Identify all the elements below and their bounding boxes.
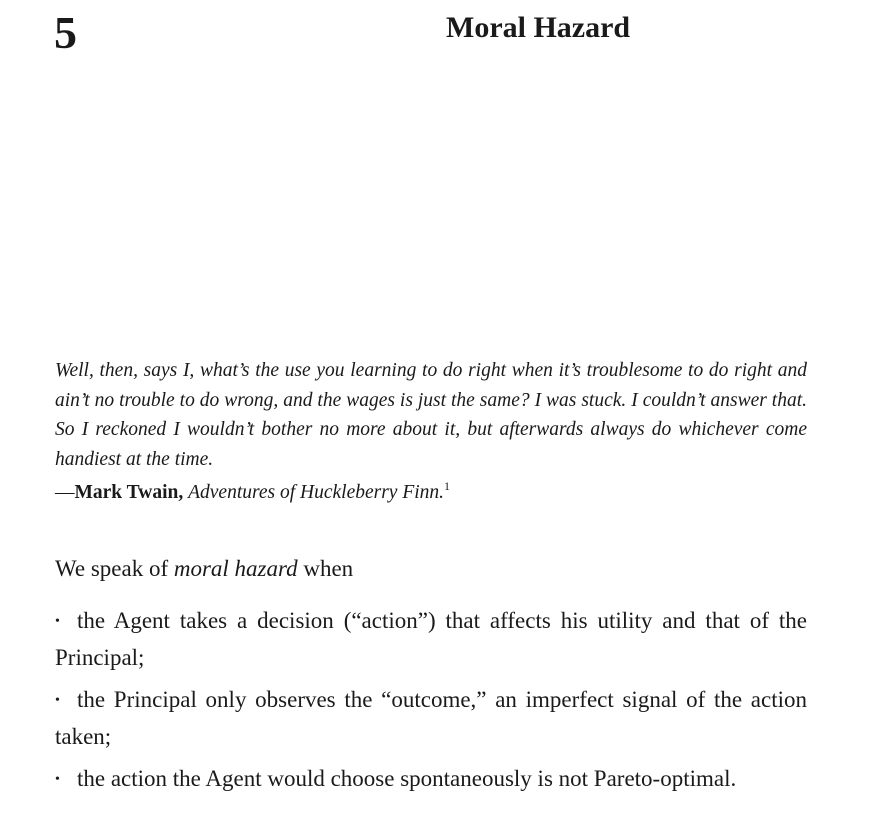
intro-paragraph <box>55 551 807 587</box>
chapter-number: 5 <box>54 7 77 58</box>
bullet-marker: • <box>55 772 60 787</box>
bullet-item <box>55 761 807 798</box>
epigraph <box>55 356 807 507</box>
attribution-author: Mark Twain, <box>74 482 184 503</box>
bullet-item <box>55 682 807 755</box>
bullet-text: the action the Agent would choose spontaneously is not Pareto-optimal. <box>77 766 737 791</box>
bullet-marker: • <box>55 614 60 629</box>
intro-emphasis: moral hazard <box>173 556 298 581</box>
footnote-marker: 1 <box>444 479 451 493</box>
epigraph-attribution <box>55 478 807 507</box>
attribution-dash: — <box>55 482 75 503</box>
attribution-work: Adventures of Huckleberry Finn. <box>188 482 445 503</box>
bullet-text: the Principal only observes the “outcome,” an imperfect signal of the action taken; <box>55 687 807 749</box>
bullet-text: the Agent takes a decision (“action”) that affects his utility and that of the Principal; <box>55 608 807 670</box>
chapter-title: Moral Hazard <box>446 11 631 44</box>
epigraph-quote: Well, then, says I, what’s the use you learning to do right when it’s troublesome to do right and ain’t no trouble to do wrong, and the wages is just the same? I was stuck. I couldn’t answer that. So I reckoned I wouldn’t bother no more about it, but afterwards always do whichever come handiest at the time. <box>55 360 807 470</box>
bullet-item <box>55 603 807 676</box>
intro-text-after: when <box>297 556 354 581</box>
bullet-marker: • <box>55 693 60 708</box>
intro-text-before: We speak of <box>55 556 174 581</box>
body-text <box>55 551 807 804</box>
